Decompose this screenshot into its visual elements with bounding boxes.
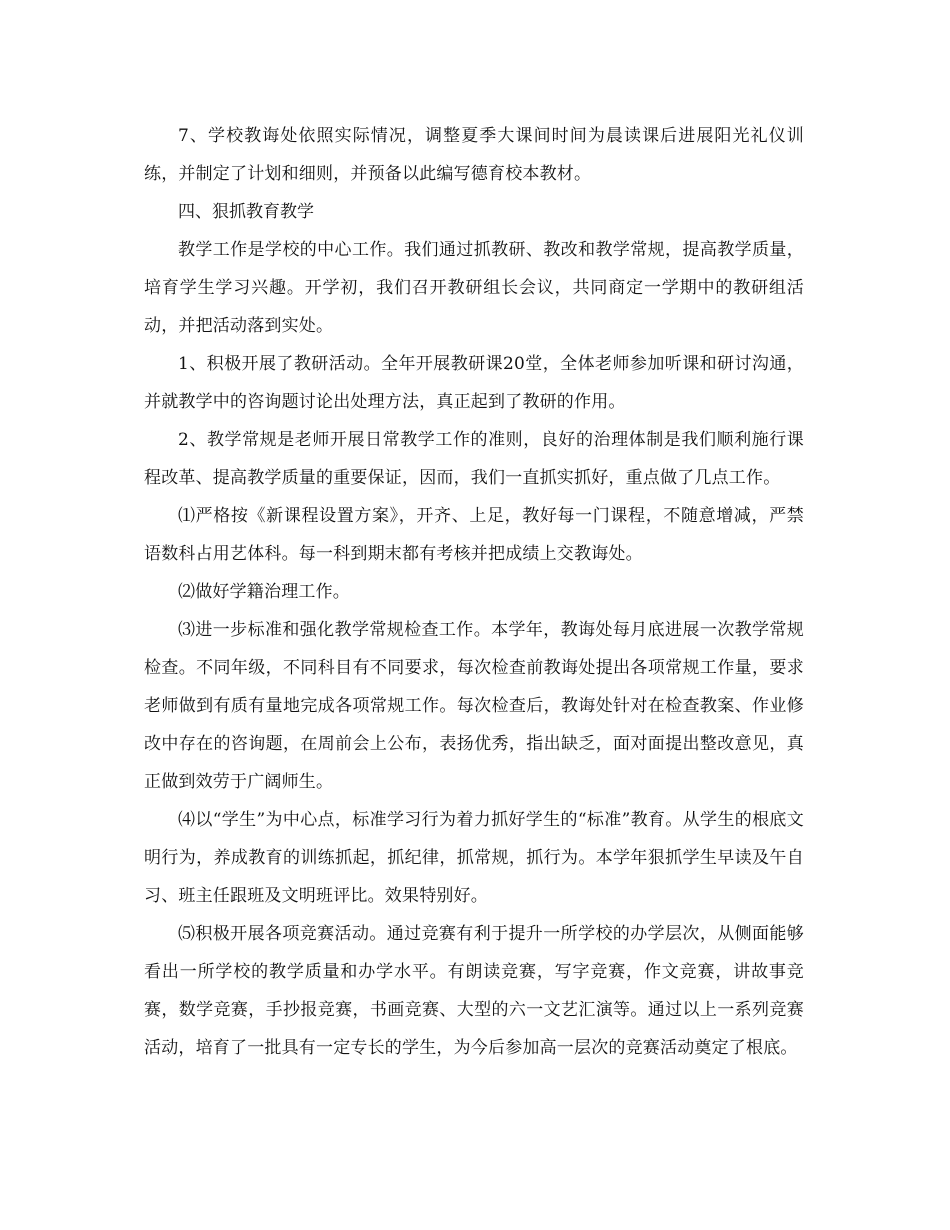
paragraph-student-standards: ⑷以“学生”为中心点，标准学习行为着力抓好学生的“标准”教育。从学生的根底文明行为，养成教育的训练抓起，抓纪律，抓常规，抓行为。本学年狠抓学生早读及午自习、班主任跟班及文明班评比。效果特别好。 [144, 810, 804, 906]
paragraph-routine-check: ⑶进一步标准和强化教学常规检查工作。本学年，教诲处每月底进展一次教学常规检查。不同年级，不同科目有不同要求，每次检查前教诲处提出各项常规工作量，要求老师做到有质有量地完成各项常规工作。每次检查后，教诲处针对在检查教案、作业修改中存在的咨询题，在周前会上公布，表扬优秀，指出缺乏，面对面提出整改意见，真正做到效劳于广阔师生。 [144, 620, 804, 792]
paragraph-enrollment: ⑵做好学籍治理工作。 [178, 582, 350, 602]
paragraph-teaching-research: 1、积极开展了教研活动。全年开展教研课20堂，全体老师参加听课和研讨沟通，并就教学中的咨询题讨论出处理方法，真正起到了教研的作用。 [144, 354, 804, 412]
document-body [144, 117, 804, 1067]
paragraph-item-7: 7、学校教诲处依照实际情况，调整夏季大课间时间为晨读课后进展阳光礼仪训练，并制定了计划和细则，并预备以此编写德育校本教材。 [144, 126, 804, 184]
paragraph-curriculum: ⑴严格按《新课程设置方案》，开齐、上足，教好每一门课程，不随意增减，严禁语数科占用艺体科。每一科到期末都有考核并把成绩上交教诲处。 [144, 506, 804, 564]
paragraph-teaching-routine: 2、教学常规是老师开展日常教学工作的准则，良好的治理体制是我们顺利施行课程改革、提高教学质量的重要保证，因而，我们一直抓实抓好，重点做了几点工作。 [144, 430, 804, 488]
paragraph-competitions: ⑸积极开展各项竞赛活动。通过竞赛有利于提升一所学校的办学层次，从侧面能够看出一所学校的教学质量和办学水平。有朗读竞赛，写字竞赛，作文竞赛，讲故事竞赛，数学竞赛，手抄报竞赛，书画竞赛、大型的六一文艺汇演等。通过以上一系列竞赛活动，培育了一批具有一定专长的学生，为今后参加高一层次的竞赛活动奠定了根底。 [144, 924, 804, 1058]
section-heading-teaching: 四、狠抓教育教学 [178, 202, 314, 222]
paragraph-teaching-intro: 教学工作是学校的中心工作。我们通过抓教研、教改和教学常规，提高教学质量，培育学生学习兴趣。开学初，我们召开教研组长会议，共同商定一学期中的教研组活动，并把活动落到实处。 [144, 240, 804, 336]
